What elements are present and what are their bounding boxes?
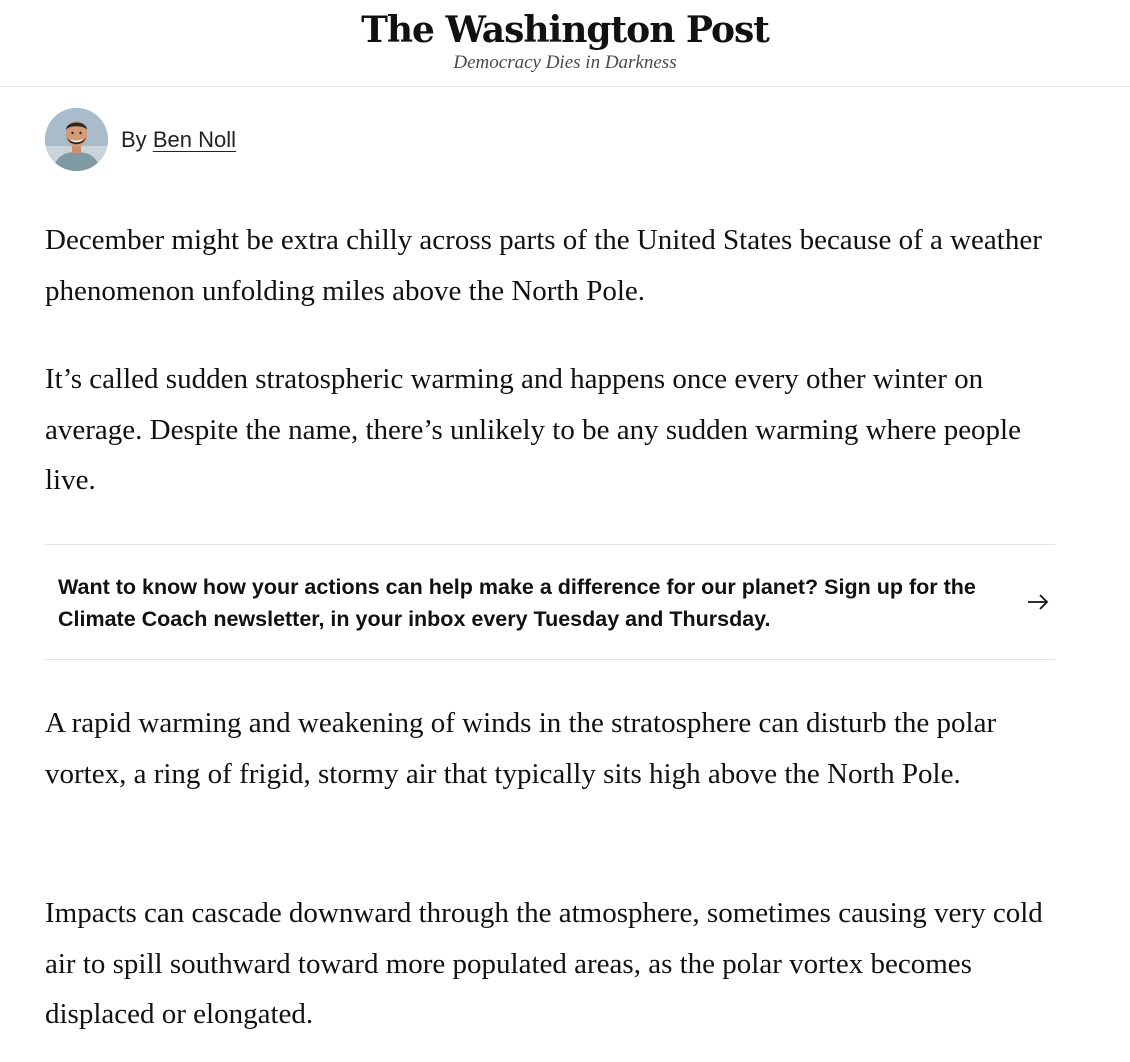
author-link[interactable]: Ben Noll (152, 126, 236, 152)
article-paragraph-2: It’s called sudden stratospheric warming and happens once every other winter on average. Despite the name, there’s unlikely to be any sudden warming where people live. (45, 363, 1021, 496)
site-tagline: Democracy Dies in Darkness (453, 52, 677, 73)
author-photo-icon (45, 108, 108, 171)
author-avatar[interactable] (45, 108, 108, 171)
article-paragraph-4: Impacts can cascade downward through the atmosphere, sometimes causing very cold air to spill southward toward more populated areas, as the polar vortex becomes displaced or elongated. (45, 897, 1043, 1030)
newsletter-promo[interactable] (45, 544, 1055, 660)
byline-text (121, 127, 236, 153)
byline-prefix: By (121, 126, 147, 152)
newsletter-promo-text[interactable]: Want to know how your actions can help make a difference for our planet? Sign up for the Climate Coach newsletter, in your inbox every Tuesday and Thursday. (58, 575, 976, 631)
article-paragraph-1: December might be extra chilly across parts of the United States because of a weather phenomenon unfolding miles above the North Pole. (45, 224, 1042, 307)
byline (45, 108, 236, 171)
arrow-right-icon[interactable] (1025, 589, 1051, 615)
masthead (0, 0, 1130, 87)
site-logo[interactable]: The Washington Post (361, 9, 769, 51)
article-paragraph-3: A rapid warming and weakening of winds in the stratosphere can disturb the polar vortex, a ring of frigid, stormy air that typically sits high above the North Pole. (45, 707, 997, 790)
